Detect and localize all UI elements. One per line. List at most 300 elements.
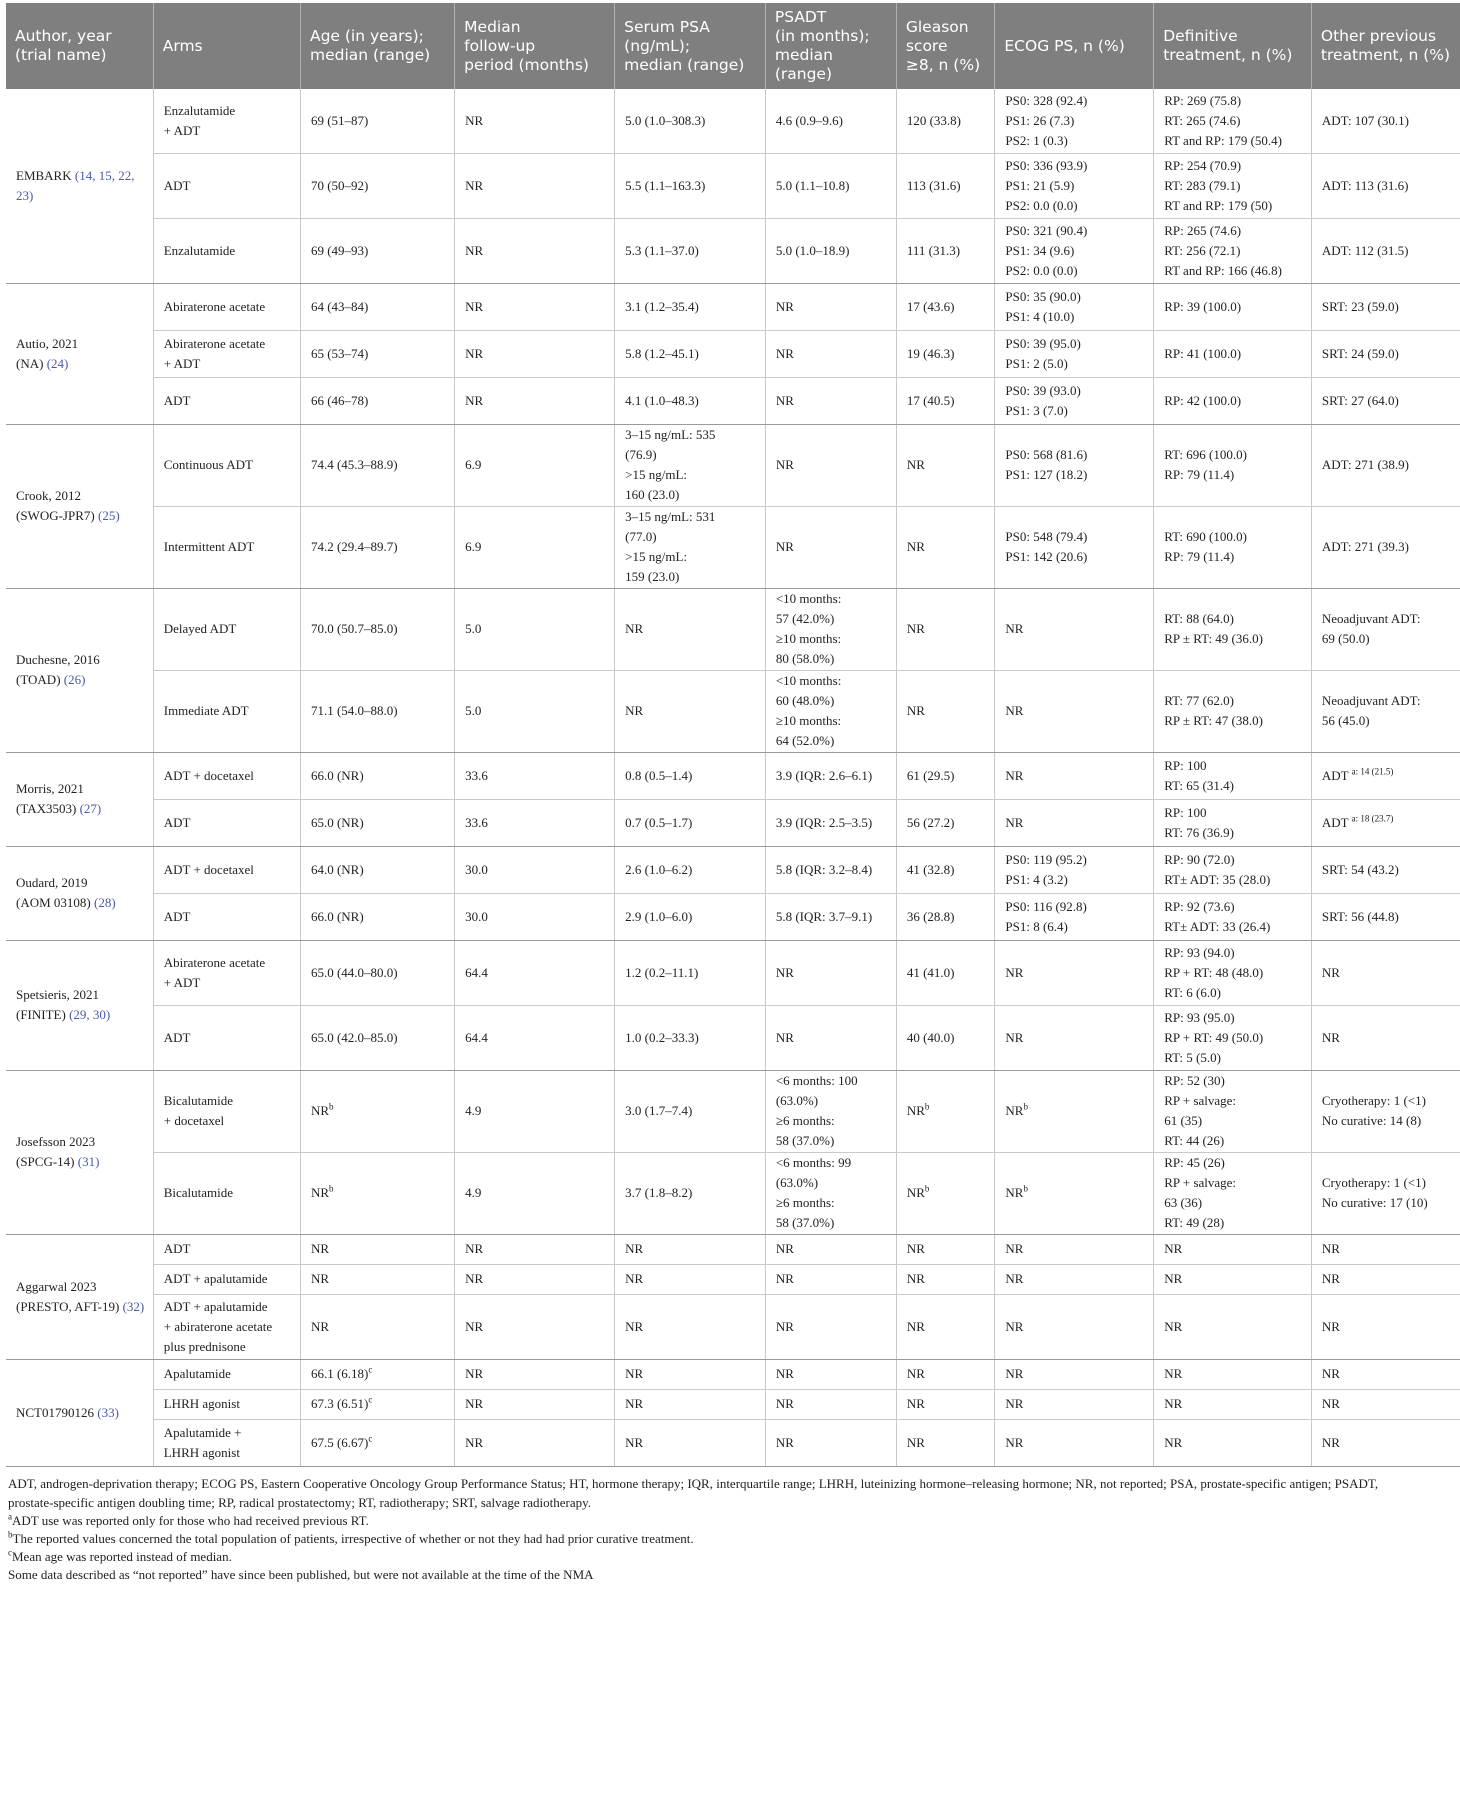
cell-line: NR [906, 457, 925, 472]
data-cell [765, 670, 896, 752]
reference-link[interactable]: (32) [122, 1298, 145, 1314]
table-row [6, 1264, 1460, 1294]
study-label: NCT01790126 [16, 1404, 94, 1420]
cell-line: 111 (31.3) [906, 242, 961, 258]
reference-link[interactable]: (27) [79, 801, 102, 816]
cell-line: NR [1005, 814, 1024, 830]
table-row [6, 846, 1460, 893]
cell-line: NR [1321, 1271, 1340, 1286]
cell-line: score [905, 36, 948, 55]
cell-line: PS0: 39 (93.0) [1005, 382, 1081, 398]
cell-line: NR [310, 1241, 330, 1256]
cell-line: NR [625, 621, 644, 636]
cell-line: PS0: 548 (79.4) [1005, 529, 1088, 544]
cell-line: NR [906, 703, 925, 718]
footnote-marker: b [329, 1101, 334, 1112]
study-characteristics-table [6, 3, 1460, 1467]
cell-line: RT: 6 (6.0) [1164, 984, 1221, 1000]
cell-line: RP: 265 (74.6) [1164, 222, 1242, 238]
cell-line: ADT $^{a: 14 (21.5)}$ [1321, 766, 1394, 783]
cell-line: NR [1164, 1366, 1183, 1381]
footnote-marker: a: 18 (23.7) [1351, 813, 1394, 824]
cell-line: 40 (40.0) [906, 1029, 955, 1045]
data-cell [300, 89, 454, 153]
data-cell [765, 1419, 896, 1466]
cell-line: Neoadjuvant ADT: [1321, 611, 1421, 626]
reference-link[interactable]: (26) [63, 672, 86, 687]
footnote-marker: b [1023, 1101, 1028, 1112]
cell-line: 67.3 $(6.51)^c$ [310, 1394, 373, 1411]
cell-line: RP: 79 (11.4) [1164, 467, 1235, 482]
data-cell [1311, 506, 1460, 588]
arm-cell [153, 1419, 300, 1466]
cell-line: NR [625, 1318, 644, 1334]
cell-line: 56 (45.0) [1321, 713, 1370, 728]
cell-line: NR [775, 1271, 794, 1286]
arm-cell [153, 377, 300, 424]
data-cell [615, 846, 766, 893]
cell-line: 5.0 (1.1–10.8) [775, 177, 850, 193]
table-row [6, 424, 1460, 506]
data-cell [1154, 670, 1312, 752]
cell-line: Definitive [1163, 27, 1238, 45]
cell-line: NR [1005, 1029, 1024, 1045]
cell-line: 64.0 (NR) [310, 861, 364, 877]
data-cell [615, 1152, 766, 1234]
data-cell [1154, 1294, 1312, 1359]
cell-line: RP: 93 (95.0) [1164, 1009, 1235, 1025]
footnote-marker: a: 14 (21.5) [1351, 766, 1394, 777]
cell-line: NR [465, 298, 484, 314]
cell-line: 57 (42.0%) [775, 611, 835, 626]
data-cell [1311, 893, 1460, 940]
cell-line: NR [465, 1434, 484, 1450]
table-row [6, 940, 1460, 1005]
cell-line: NR [906, 621, 925, 636]
data-cell [995, 1070, 1154, 1152]
arm-cell [153, 588, 300, 670]
cell-line: <10 months: [775, 673, 842, 688]
column-header [995, 3, 1154, 89]
data-cell [615, 424, 766, 506]
reference-link[interactable]: (33) [97, 1404, 119, 1420]
study-label: (SWOG-JPR7) [16, 508, 95, 523]
cell-line: NR [1321, 964, 1340, 980]
reference-link[interactable]: (31) [77, 1154, 100, 1169]
footnote-marker: b [1023, 1183, 1028, 1194]
arm-cell [153, 1294, 300, 1359]
arm-cell [153, 153, 300, 218]
cell-line: ADT [163, 1029, 191, 1045]
data-cell [455, 218, 615, 283]
data-cell [455, 506, 615, 588]
cell-line: NR [1005, 1318, 1024, 1334]
table-row [6, 89, 1460, 153]
study-name-cell [6, 846, 153, 940]
arm-cell [153, 1359, 300, 1389]
data-cell [1154, 283, 1312, 330]
cell-line: NR [1005, 621, 1024, 636]
cell-line: ≥6 months: [775, 1113, 835, 1128]
arm-cell [153, 940, 300, 1005]
cell-line: 36 (28.8) [906, 908, 955, 924]
cell-line: RP: 52 (30) [1164, 1073, 1225, 1088]
cell-line: NR [1005, 1434, 1024, 1450]
cell-line: Abiraterone acetate [163, 335, 266, 351]
reference-link[interactable]: (29, 30) [69, 1007, 111, 1022]
data-cell [995, 1152, 1154, 1234]
data-cell [615, 1005, 766, 1070]
data-cell [300, 1419, 454, 1466]
cell-line: RP: 92 (73.6) [1164, 898, 1235, 914]
cell-line: PS0: 568 (81.6) [1005, 447, 1088, 462]
data-cell [896, 1234, 995, 1264]
cell-line: ADT + apalutamide [163, 1271, 268, 1286]
cell-line: 41 (32.8) [906, 861, 955, 877]
cell-line: NR [465, 112, 484, 128]
cell-line: 74.4 (45.3–88.9) [310, 457, 398, 472]
data-cell [1154, 588, 1312, 670]
cell-line: NR [625, 1271, 644, 1286]
data-cell [615, 799, 766, 846]
cell-line: period (months) [464, 55, 589, 74]
cell-line: (ng/mL); [624, 36, 691, 55]
cell-line: 41 (41.0) [906, 964, 955, 980]
cell-line: ADT: 271 (38.9) [1321, 457, 1409, 472]
data-cell [995, 283, 1154, 330]
data-cell [615, 893, 766, 940]
data-cell [765, 752, 896, 799]
cell-line: (77.0) [625, 529, 657, 544]
cell-line: NR [1005, 1366, 1024, 1381]
cell-line: NR [1164, 1241, 1183, 1256]
cell-line: 0.7 (0.5–1.7) [625, 814, 693, 830]
cell-line: NR [1321, 1318, 1340, 1334]
cell-line: $NR^b$ [1005, 1101, 1028, 1118]
cell-line: Cryotherapy: 1 (<1) [1321, 1175, 1426, 1190]
cell-line: PS2: 0.0 (0.0) [1005, 197, 1078, 213]
cell-line: RP: 100 [1164, 804, 1207, 820]
data-cell [896, 940, 995, 1005]
data-cell [896, 1152, 995, 1234]
data-cell [765, 218, 896, 283]
data-cell [1311, 1359, 1460, 1389]
cell-line: RT: 5 (5.0) [1164, 1049, 1221, 1065]
cell-line: 17 (43.6) [906, 298, 955, 314]
data-cell [896, 1359, 995, 1389]
cell-line: Delayed ADT [163, 621, 237, 636]
cell-line: NR [775, 457, 794, 472]
cell-line: Enzalutamide [163, 102, 236, 118]
cell-line: 69 (50.0) [1321, 631, 1370, 646]
data-cell [615, 218, 766, 283]
cell-line: 61 (29.5) [906, 767, 955, 783]
cell-line: PS1: 3 (7.0) [1005, 402, 1068, 418]
cell-line: RP + salvage: [1164, 1093, 1237, 1108]
footnote-c: $^c$Mean age was reported instead of median. [8, 1547, 232, 1564]
cell-line: NR [775, 539, 794, 554]
study-label: Duchesne, 2016 [16, 652, 100, 667]
data-cell [1311, 846, 1460, 893]
cell-line: ADT [163, 392, 191, 408]
data-cell [300, 506, 454, 588]
cell-line: <6 months: 100 [775, 1073, 858, 1088]
cell-line: No curative: 14 (8) [1321, 1113, 1422, 1128]
cell-line: NR [465, 345, 484, 361]
cell-line: RT and RP: 166 (46.8) [1164, 262, 1282, 278]
data-cell [765, 1264, 896, 1294]
data-cell [455, 89, 615, 153]
data-cell [765, 893, 896, 940]
data-cell [896, 1070, 995, 1152]
cell-line: $NR^b$ [906, 1183, 930, 1200]
data-cell [1154, 752, 1312, 799]
reference-link[interactable]: (25) [97, 508, 120, 523]
data-cell [1154, 799, 1312, 846]
data-cell [765, 1152, 896, 1234]
cell-line: + ADT [163, 122, 201, 138]
reference-link[interactable]: (24) [46, 355, 69, 371]
table-row [6, 330, 1460, 377]
data-cell [995, 1389, 1154, 1419]
column-header [455, 3, 615, 89]
data-cell [1154, 424, 1312, 506]
study-label: EMBARK [16, 167, 72, 183]
footnote-marker: b [924, 1183, 930, 1194]
cell-line: 159 (23.0) [625, 569, 680, 584]
data-cell [995, 670, 1154, 752]
study-name-cell [6, 1359, 153, 1466]
column-header [300, 3, 454, 89]
cell-line: Author, year [15, 27, 112, 45]
cell-line: NR [1321, 1396, 1340, 1411]
cell-line: median (range) [624, 55, 745, 74]
data-cell [1311, 1070, 1460, 1152]
data-cell [765, 1234, 896, 1264]
study-label: (SPCG-14) [16, 1154, 75, 1169]
data-cell [300, 940, 454, 1005]
cell-line: 56 (27.2) [906, 814, 955, 830]
cell-line: NR [1321, 1241, 1340, 1256]
cell-line: LHRH agonist [163, 1396, 240, 1411]
data-cell [455, 799, 615, 846]
data-cell [1154, 218, 1312, 283]
study-label: (NA) [16, 355, 44, 371]
table-row [6, 218, 1460, 283]
cell-line: ADT [163, 1241, 191, 1256]
cell-line: RP ± RT: 47 (38.0) [1164, 713, 1263, 728]
cell-line: SRT: 24 (59.0) [1321, 345, 1399, 361]
data-cell [896, 1419, 995, 1466]
cell-line: ADT [163, 814, 191, 830]
cell-line: NR [310, 1271, 330, 1286]
data-cell [615, 670, 766, 752]
data-cell [1154, 1234, 1312, 1264]
table-row [6, 752, 1460, 799]
data-cell [615, 153, 766, 218]
cell-line: 66 (46–78) [310, 392, 369, 408]
table-row [6, 1234, 1460, 1264]
cell-line: Cryotherapy: 1 (<1) [1321, 1093, 1426, 1108]
table-row [6, 893, 1460, 940]
cell-line: Apalutamide [163, 1366, 231, 1381]
cell-line: 33.6 [465, 814, 488, 830]
data-cell [455, 670, 615, 752]
table-row [6, 1419, 1460, 1466]
data-cell [300, 1005, 454, 1070]
cell-line: 2.9 (1.0–6.0) [625, 908, 693, 924]
cell-line: PS1: 34 (9.6) [1005, 242, 1075, 258]
data-cell [300, 670, 454, 752]
data-cell [765, 1389, 896, 1419]
data-cell [615, 506, 766, 588]
cell-line: (range) [774, 65, 833, 83]
cell-line: NR [1164, 1434, 1183, 1450]
cell-line: 5.8 (IQR: 3.2–8.4) [775, 861, 873, 877]
cell-line: PS1: 4 (10.0) [1005, 308, 1075, 324]
table-row [6, 377, 1460, 424]
data-cell [455, 1419, 615, 1466]
cell-line: 69 (49–93) [310, 242, 369, 258]
data-cell [1154, 330, 1312, 377]
cell-line: ADT: 271 (39.3) [1321, 539, 1409, 554]
cell-line: Enzalutamide [163, 242, 236, 258]
cell-line: Abiraterone acetate [163, 298, 266, 314]
cell-line: (in months); [774, 27, 870, 45]
table-row [6, 1359, 1460, 1389]
footnote-marker: c [368, 1433, 373, 1444]
data-cell [455, 940, 615, 1005]
data-cell [615, 1070, 766, 1152]
cell-line: ADT: 107 (30.1) [1321, 112, 1409, 128]
data-cell [300, 1359, 454, 1389]
data-cell [1311, 1234, 1460, 1264]
data-cell [455, 1234, 615, 1264]
data-cell [896, 330, 995, 377]
abbreviations-note: ADT, androgen-deprivation therapy; ECOG PS, Eastern Cooperative Oncology Group Performance Status; HT, hormone therapy; IQR, interquartile range; LHRH, luteinizing hormone–releasing hormone; NR, not reported; PSA, prostate-specific antigen; PSADT, [8, 1475, 1379, 1491]
cell-line: NR [906, 1396, 925, 1411]
study-label: (PRESTO, AFT-19) [16, 1298, 120, 1314]
cell-line: 1.2 (0.2–11.1) [625, 964, 699, 980]
cell-line: SRT: 54 (43.2) [1321, 861, 1399, 877]
data-cell [300, 846, 454, 893]
cell-line: follow-up [464, 36, 536, 55]
data-cell [1154, 1264, 1312, 1294]
table-row [6, 153, 1460, 218]
arm-cell [153, 893, 300, 940]
arm-cell [153, 670, 300, 752]
cell-line: NR [1164, 1396, 1183, 1411]
data-cell [896, 752, 995, 799]
cell-line: 4.1 (1.0–48.3) [625, 392, 699, 408]
data-cell [995, 1359, 1154, 1389]
data-cell [300, 1234, 454, 1264]
data-cell [455, 1152, 615, 1234]
cell-line: 0.8 (0.5–1.4) [625, 767, 693, 783]
cell-line: 71.1 (54.0–88.0) [310, 703, 398, 718]
table-footnotes [6, 1474, 1460, 1584]
cell-line: 30.0 [465, 908, 488, 924]
cell-line: PS1: 26 (7.3) [1005, 112, 1075, 128]
data-cell [455, 1294, 615, 1359]
data-cell [995, 89, 1154, 153]
cell-line: NR [465, 177, 484, 193]
cell-line: 5.0 [465, 621, 482, 636]
study-label: (TAX3503) [16, 801, 77, 816]
table-row [6, 506, 1460, 588]
column-header [1154, 3, 1312, 89]
data-cell [1154, 893, 1312, 940]
footnote-marker: b [924, 1101, 930, 1112]
data-cell [615, 89, 766, 153]
cell-line: NR [906, 1241, 925, 1256]
cell-line: RT and RP: 179 (50) [1164, 197, 1273, 213]
cell-line: No curative: 17 (10) [1321, 1195, 1428, 1210]
data-cell [455, 588, 615, 670]
cell-line: $NR^b$ [1005, 1183, 1028, 1200]
cell-line: 80 (58.0%) [775, 651, 835, 666]
data-cell [615, 283, 766, 330]
data-cell [896, 670, 995, 752]
cell-line: RT: 44 (26) [1164, 1133, 1225, 1148]
arm-cell [153, 1389, 300, 1419]
cell-line: NR [906, 1318, 925, 1334]
data-cell [995, 1419, 1154, 1466]
cell-line: 113 (31.6) [906, 177, 961, 193]
cell-line: RP + RT: 49 (50.0) [1164, 1029, 1264, 1045]
data-cell [1154, 1152, 1312, 1234]
cell-line: RP: 79 (11.4) [1164, 549, 1235, 564]
data-cell [300, 377, 454, 424]
reference-link[interactable]: (28) [94, 895, 116, 910]
data-cell [896, 1264, 995, 1294]
cell-line: NR [1005, 1396, 1024, 1411]
data-cell [765, 330, 896, 377]
cell-line: ADT + apalutamide [163, 1298, 268, 1314]
data-cell [765, 1359, 896, 1389]
cell-line: 3–15 ng/mL: 531 [625, 509, 716, 524]
cell-line: Gleason [905, 17, 969, 36]
cell-line: (76.9) [625, 447, 657, 462]
cell-line: ≥6 months: [775, 1195, 835, 1210]
data-cell [765, 377, 896, 424]
data-cell [765, 153, 896, 218]
study-name-cell [6, 424, 153, 588]
data-cell [1154, 1359, 1312, 1389]
study-name-cell [6, 752, 153, 846]
cell-line: RP ± RT: 49 (36.0) [1164, 631, 1263, 646]
arm-cell [153, 506, 300, 588]
data-cell [896, 153, 995, 218]
data-cell [1154, 846, 1312, 893]
cell-line: Apalutamide + [163, 1424, 242, 1440]
data-cell [300, 1264, 454, 1294]
study-label: Spetsieris, 2021 [16, 987, 100, 1002]
reference-link[interactable]: (14, 15, 22, 23) [16, 167, 135, 203]
cell-line: 19 (46.3) [906, 345, 955, 361]
cell-line: $NR^b$ [310, 1101, 334, 1118]
data-cell [455, 153, 615, 218]
data-cell [765, 588, 896, 670]
cell-line: SRT: 56 (44.8) [1321, 908, 1399, 924]
data-cell [1311, 1005, 1460, 1070]
cell-line: 3.7 (1.8–8.2) [625, 1185, 693, 1200]
arm-cell [153, 1070, 300, 1152]
data-cell [615, 1234, 766, 1264]
cell-line: 64.4 [465, 1029, 488, 1045]
study-name-cell [6, 283, 153, 424]
cell-line: ≥10 months: [775, 631, 842, 646]
